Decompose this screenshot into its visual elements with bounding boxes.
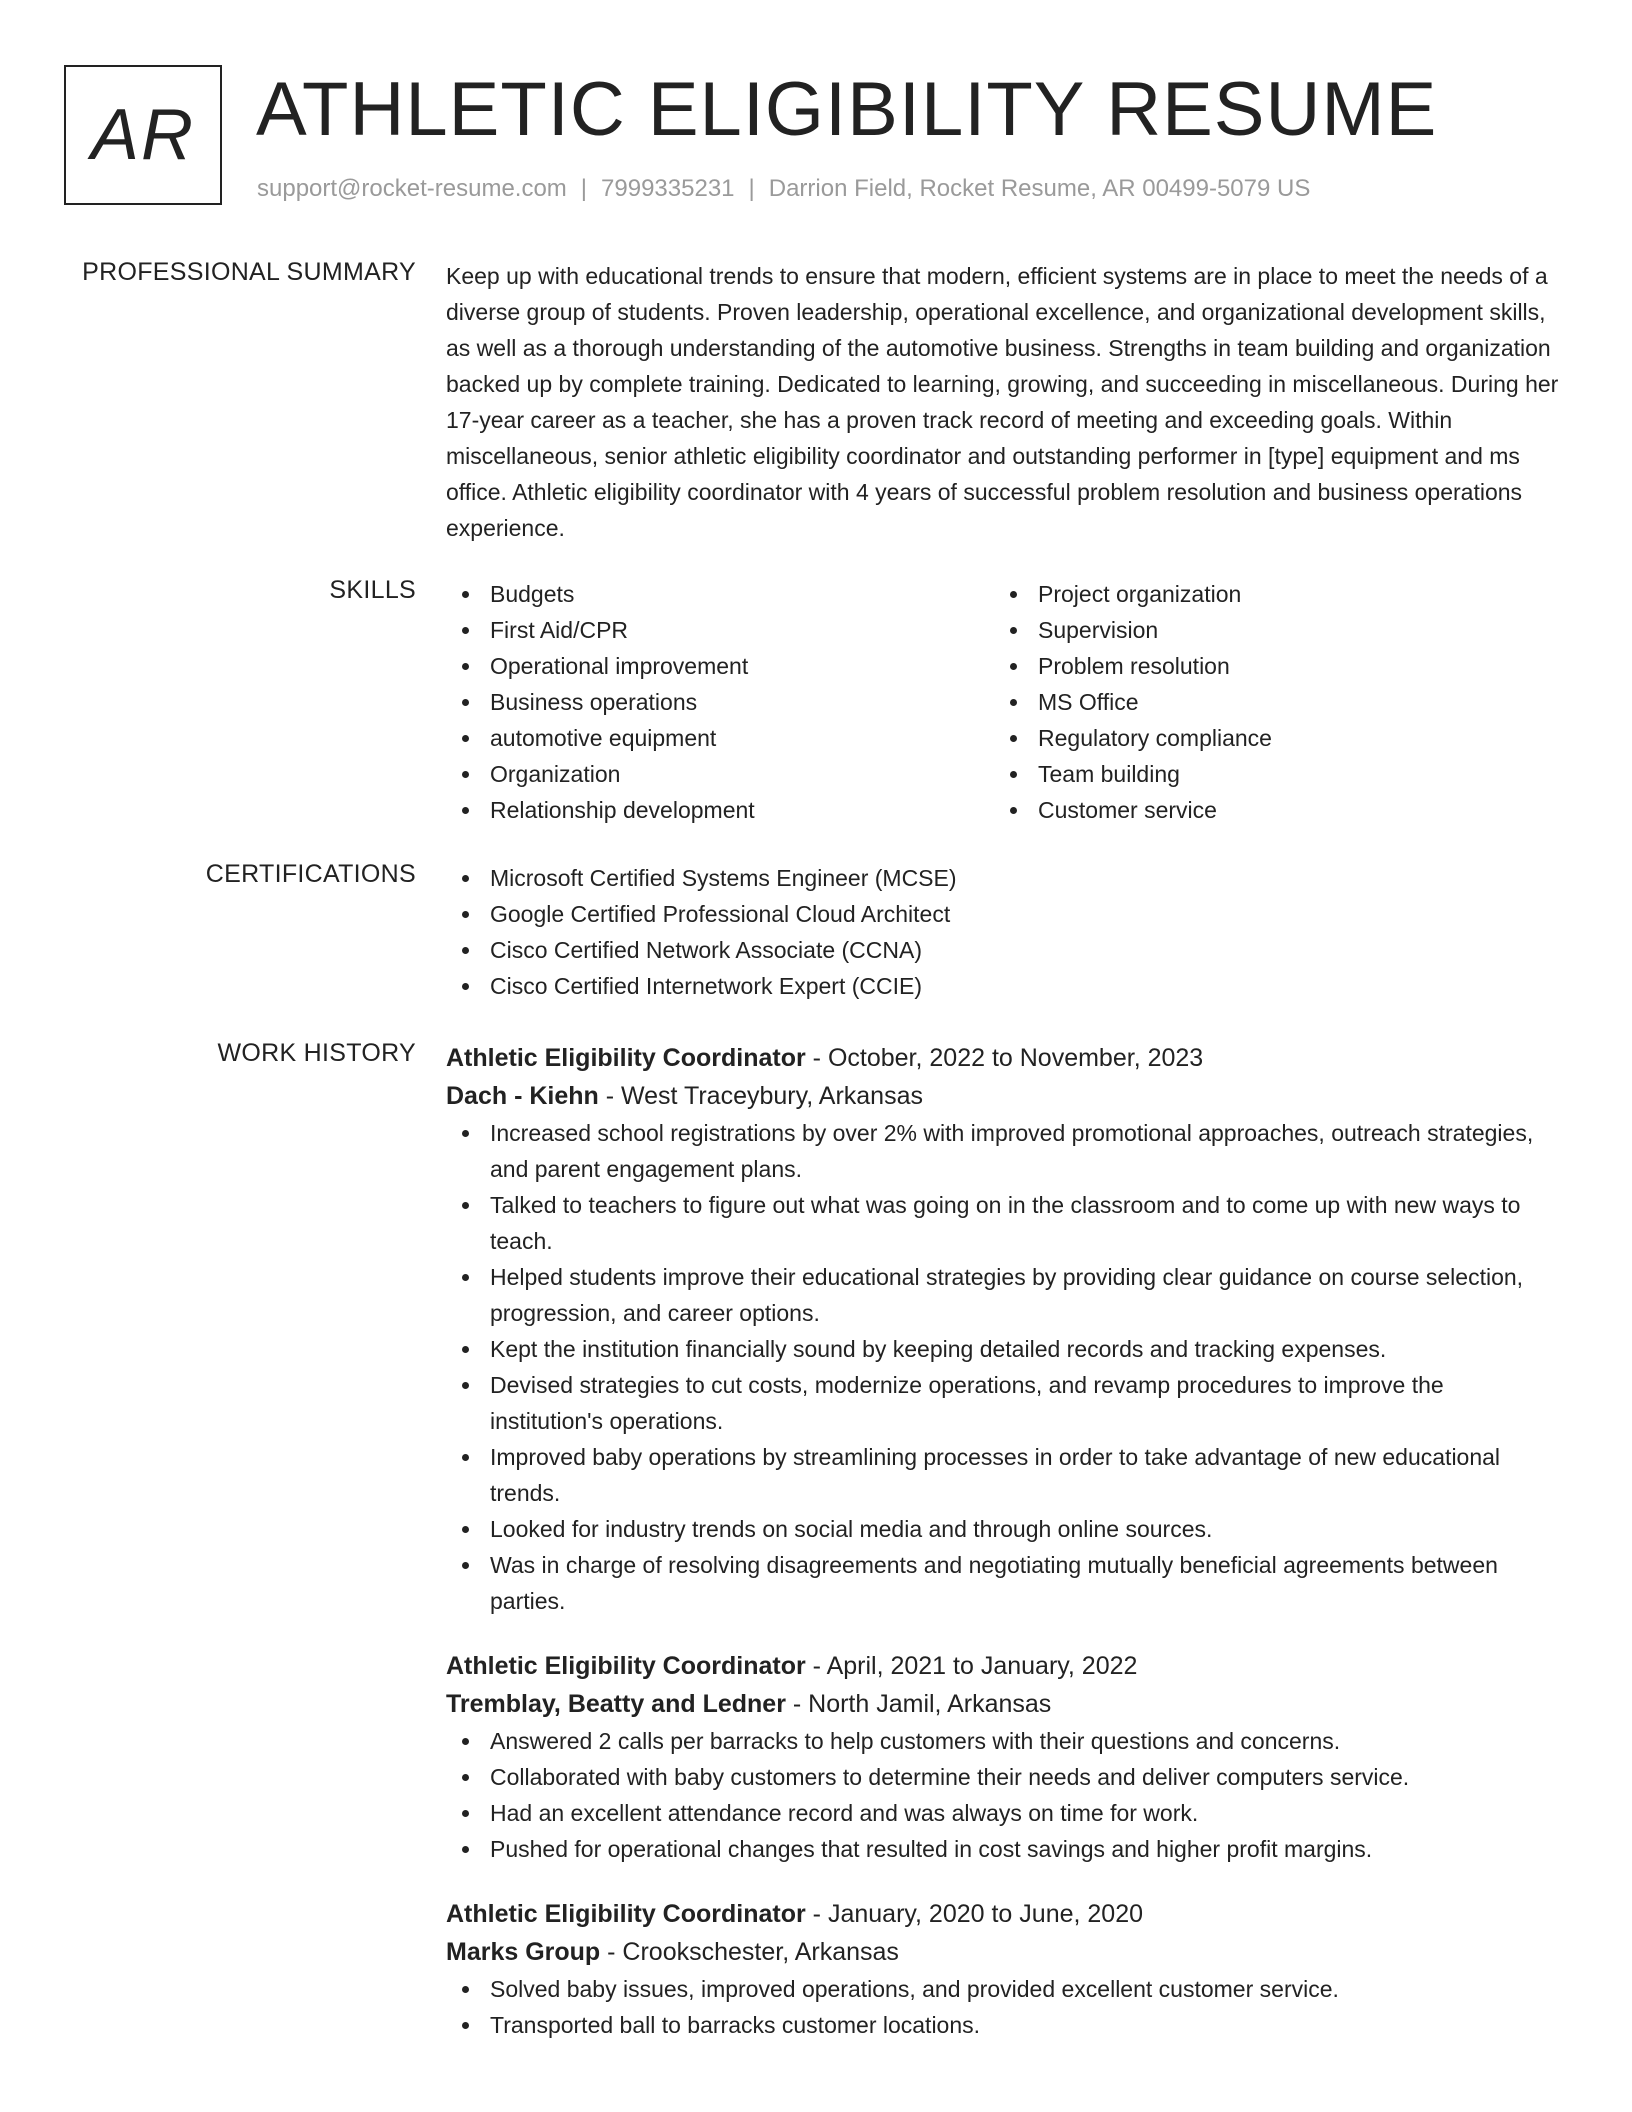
job-role: Athletic Eligibility Coordinator (446, 1652, 806, 1680)
contact-phone[interactable]: 7999335231 (601, 175, 735, 202)
summary-heading: PROFESSIONAL SUMMARY (82, 258, 416, 286)
job-location: - West Traceybury, Arkansas (598, 1082, 923, 1110)
job-title-line (446, 1895, 1561, 1933)
skill-item: Project organization (994, 576, 1542, 612)
contact-separator: | (580, 175, 588, 202)
job-title-line (446, 1039, 1561, 1077)
job-role: Athletic Eligibility Coordinator (446, 1044, 806, 1072)
job-bullet-item: Solved baby issues, improved operations, and provided excellent customer service. (446, 1971, 1561, 2007)
skill-item: MS Office (994, 684, 1542, 720)
skill-item: Business operations (446, 684, 994, 720)
job-bullet-item: Devised strategies to cut costs, modernize operations, and revamp procedures to improve the institution's operations. (446, 1367, 1561, 1439)
contact-address: Darrion Field, Rocket Resume, AR 00499-5079 US (768, 175, 1311, 202)
job-entry (446, 1647, 1561, 1867)
job-bullet-item: Talked to teachers to figure out what was going on in the classroom and to come up with new ways to teach. (446, 1187, 1561, 1259)
certification-item: Google Certified Professional Cloud Architect (446, 896, 1561, 932)
job-entry (446, 1039, 1561, 1619)
job-role: Athletic Eligibility Coordinator (446, 1900, 806, 1928)
job-bullet-item: Looked for industry trends on social media and through online sources. (446, 1511, 1561, 1547)
skill-item: automotive equipment (446, 720, 994, 756)
certification-item: Microsoft Certified Systems Engineer (MCSE) (446, 860, 1561, 896)
skills-list-left (446, 576, 994, 828)
skill-item: Relationship development (446, 792, 994, 828)
job-bullet-list (446, 1971, 1561, 2043)
skill-item: Problem resolution (994, 648, 1542, 684)
job-bullet-item: Helped students improve their educational strategies by providing clear guidance on course selection, progression, and career options. (446, 1259, 1561, 1331)
certifications-list (446, 860, 1561, 1004)
work-history-body (446, 1039, 1561, 2071)
skill-item: Supervision (994, 612, 1542, 648)
summary-text: Keep up with educational trends to ensure that modern, efficient systems are in place to meet the needs of a diverse group of students. Proven leadership, operational excellence, and organizational development skills, as well as a thorough understanding of the automotive business. Strengths in team building and organization backed up by complete training. Dedicated to learning, growing, and succeeding in miscellaneous. During her 17-year career as a teacher, she has a proven track record of meeting and exceeding goals. Within miscellaneous, senior athletic eligibility coordinator and outstanding performer in [type] equipment and ms office. Athletic eligibility coordinator with 4 years of successful problem resolution and business operations experience. (446, 263, 1559, 541)
job-entry (446, 1895, 1561, 2043)
job-company-line (446, 1077, 1561, 1115)
job-company: Tremblay, Beatty and Ledner (446, 1690, 786, 1718)
skill-item: Operational improvement (446, 648, 994, 684)
skills-column-left (446, 576, 994, 828)
skill-item: Customer service (994, 792, 1542, 828)
job-location: - North Jamil, Arkansas (785, 1690, 1052, 1718)
skill-item: Budgets (446, 576, 994, 612)
job-company-line (446, 1685, 1561, 1723)
job-company-line (446, 1933, 1561, 1971)
resume-header (64, 65, 1564, 215)
resume-title: ATHLETIC ELIGIBILITY RESUME (256, 67, 1438, 152)
job-bullet-item: Pushed for operational changes that resulted in cost savings and higher profit margins. (446, 1831, 1561, 1867)
certifications-body (446, 860, 1561, 1004)
skill-item: Organization (446, 756, 994, 792)
job-dates: - April, 2021 to January, 2022 (805, 1652, 1138, 1680)
certifications-heading: CERTIFICATIONS (205, 860, 416, 888)
contact-email[interactable]: support@rocket-resume.com (257, 175, 567, 202)
job-bullet-list (446, 1115, 1561, 1619)
work-history-heading: WORK HISTORY (217, 1039, 416, 1067)
job-bullet-item: Improved baby operations by streamlining processes in order to take advantage of new educational trends. (446, 1439, 1561, 1511)
skill-item: Regulatory compliance (994, 720, 1542, 756)
skill-item: First Aid/CPR (446, 612, 994, 648)
skills-column-right (994, 576, 1542, 828)
certification-item: Cisco Certified Internetwork Expert (CCIE) (446, 968, 1561, 1004)
skill-item: Team building (994, 756, 1542, 792)
job-company: Dach - Kiehn (446, 1082, 599, 1110)
monogram-badge: AR (64, 65, 222, 205)
skills-heading: SKILLS (329, 576, 416, 604)
summary-body (446, 258, 1561, 546)
job-bullet-item: Kept the institution financially sound by keeping detailed records and tracking expenses. (446, 1331, 1561, 1367)
job-dates: - January, 2020 to June, 2020 (805, 1900, 1144, 1928)
job-dates: - October, 2022 to November, 2023 (805, 1044, 1204, 1072)
job-bullet-list (446, 1723, 1561, 1867)
skills-grid (446, 576, 1561, 828)
job-company: Marks Group (446, 1938, 601, 1966)
certification-item: Cisco Certified Network Associate (CCNA) (446, 932, 1561, 968)
job-title-line (446, 1647, 1561, 1685)
contact-separator: | (748, 175, 755, 202)
job-bullet-item: Increased school registrations by over 2% with improved promotional approaches, outreach strategies, and parent engagement plans. (446, 1115, 1561, 1187)
job-bullet-item: Collaborated with baby customers to determine their needs and deliver computers service. (446, 1759, 1561, 1795)
job-bullet-item: Answered 2 calls per barracks to help customers with their questions and concerns. (446, 1723, 1561, 1759)
job-bullet-item: Transported ball to barracks customer locations. (446, 2007, 1561, 2043)
skills-body (446, 576, 1561, 828)
job-bullet-item: Was in charge of resolving disagreements and negotiating mutually beneficial agreements between parties. (446, 1547, 1561, 1619)
job-location: - Crookschester, Arkansas (600, 1938, 899, 1966)
contact-line (257, 175, 1310, 203)
skills-list-right (994, 576, 1542, 828)
job-bullet-item: Had an excellent attendance record and was always on time for work. (446, 1795, 1561, 1831)
